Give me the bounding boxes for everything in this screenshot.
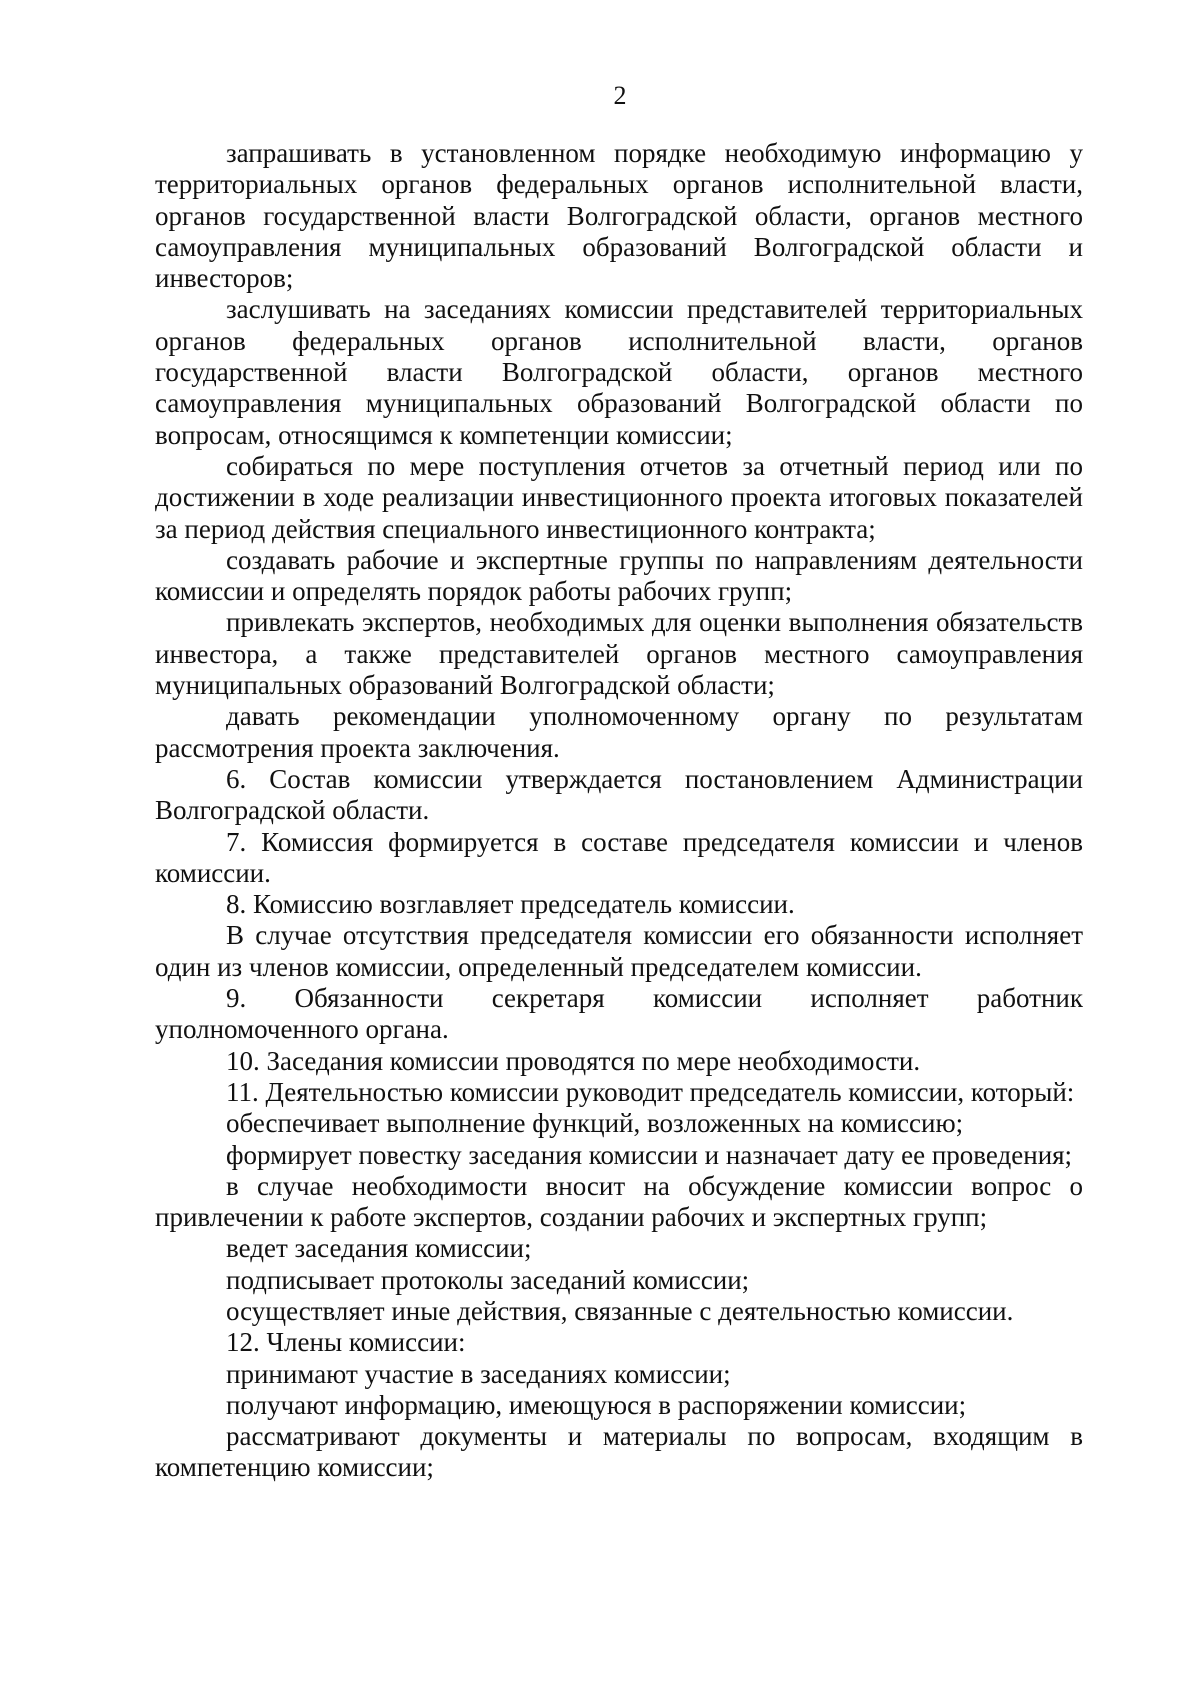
paragraph-convene: собираться по мере поступления отчетов за отчетный период или по достижении в ходе реализации инвестиционного проекта итоговых показателей за период действия специального инвестиционного контракта;: [155, 450, 1083, 544]
paragraph-chair-proposes: в случае необходимости вносит на обсуждение комиссии вопрос о привлечении к работе экспертов, создании рабочих и экспертных групп;: [155, 1170, 1083, 1233]
paragraph-chair-ensures: обеспечивает выполнение функций, возложенных на комиссию;: [226, 1108, 964, 1139]
paragraph-item-6: 6. Состав комиссии утверждается постановлением Администрации Волгоградской области.: [155, 763, 1083, 826]
paragraph-members-receive: получают информацию, имеющуюся в распоряжении комиссии;: [226, 1389, 967, 1420]
paragraph-item-8: 8. Комиссию возглавляет председатель комиссии.: [226, 889, 795, 920]
paragraph-hear-representatives: заслушивать на заседаниях комиссии представителей территориальных органов федеральных органов исполнительной власти, органов государственной власти Волгоградской области, органов местного самоуправления муниципальных образований Волгоградской области по вопросам, относящимся к компетенции комиссии;: [155, 294, 1083, 450]
paragraph-chair-leads: ведет заседания комиссии;: [226, 1233, 532, 1264]
page-number: 2: [613, 81, 627, 110]
paragraph-give-recommendations: давать рекомендации уполномоченному органу по результатам рассмотрения проекта заключения.: [155, 701, 1083, 763]
paragraph-item-10: 10. Заседания комиссии проводятся по мере необходимости.: [226, 1045, 921, 1076]
paragraph-chair-agenda: формирует повестку заседания комиссии и назначает дату ее проведения;: [226, 1139, 1073, 1170]
paragraph-members-participate: принимают участие в заседаниях комиссии;: [226, 1358, 731, 1389]
paragraph-chair-other: осуществляет иные действия, связанные с деятельностью комиссии.: [226, 1295, 1014, 1326]
paragraph-item-7: 7. Комиссия формируется в составе председателя комиссии и членов комиссии.: [155, 826, 1083, 888]
paragraph-item-11: 11. Деятельностью комиссии руководит председатель комиссии, который:: [226, 1076, 1075, 1107]
document-body: [155, 138, 1083, 1484]
paragraph-involve-experts: привлекать экспертов, необходимых для оценки выполнения обязательств инвестора, а также представителей органов местного самоуправления муниципальных образований Волгоградской области;: [155, 607, 1083, 701]
paragraph-request-info: запрашивать в установленном порядке необходимую информацию у территориальных органов федеральных органов исполнительной власти, органов государственной власти Волгоградской области, органов местного самоуправления муниципальных образований Волгоградской области и инвесторов;: [155, 138, 1083, 294]
paragraph-chair-signs: подписывает протоколы заседаний комиссии;: [226, 1264, 750, 1295]
paragraph-absence-of-chair: В случае отсутствия председателя комиссии его обязанности исполняет один из членов комиссии, определенный председателем комиссии.: [155, 920, 1083, 982]
paragraph-members-review: рассматривают документы и материалы по вопросам, входящим в компетенцию комиссии;: [155, 1421, 1083, 1483]
paragraph-item-9: 9. Обязанности секретаря комиссии исполняет работник уполномоченного органа.: [155, 983, 1083, 1045]
paragraph-create-groups: создавать рабочие и экспертные группы по направлениям деятельности комиссии и определять порядок работы рабочих групп;: [155, 544, 1083, 607]
paragraph-item-12: 12. Члены комиссии:: [226, 1327, 466, 1358]
